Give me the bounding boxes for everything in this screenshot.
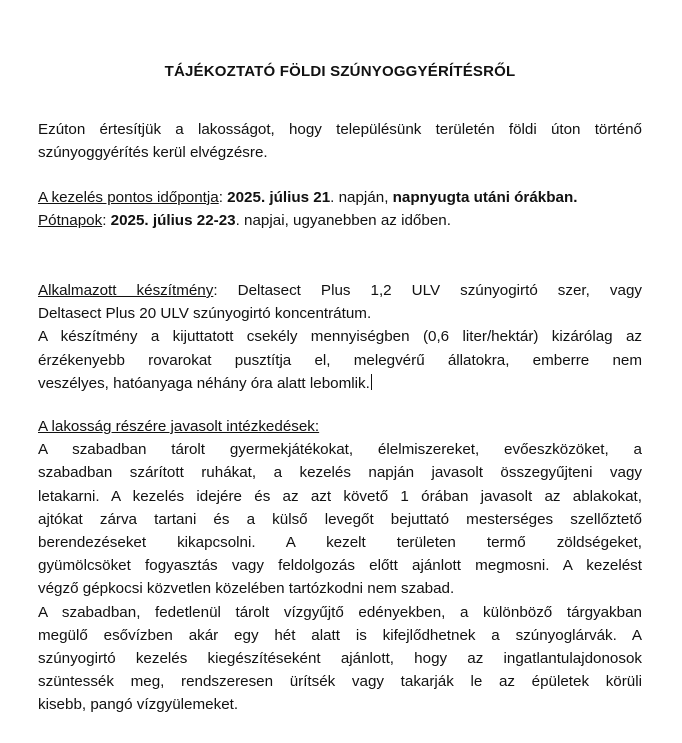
measures-line-12: kisebb, pangó vízgyülemeket. [38,696,239,714]
intro-line-2: szúnyoggyérítés kerül elvégzésre. [38,144,268,162]
product-line-2: Deltasect Plus 20 ULV szúnyogirtó koncentrátum. [38,305,372,323]
schedule-label-1: A kezelés pontos időpontja [38,189,219,206]
schedule-mid-2: . napjai, ugyanebben az időben. [235,212,451,230]
schedule-date-1: 2025. július 21 [227,189,331,206]
document-title: TÁJÉKOZTATÓ FÖLDI SZÚNYOGGYÉRÍTÉSRŐL [164,63,516,80]
measures-line-9: megülő esővízben akár egy hét alatt is kifejlődhetnek a szúnyoglárvák. A [38,626,642,644]
product-line-3: A készítmény a kijuttatott csekély mennyiségben (0,6 liter/hektár) kizárólag az [38,328,642,346]
measures-line-8: A szabadban, fedetlenül tárolt vízgyűjtő edényekben, a különböző tárgyakban [38,603,642,621]
measures-line-10: szúnyogirtó kezelés kiegészítéseként ajánlott, hogy az ingatlantulajdonosok [38,650,642,668]
schedule-sep-2: : [102,212,111,230]
schedule-sep-1: : [218,189,228,206]
schedule-time-1: napnyugta utáni órákban. [392,189,578,206]
measures-line-6: gyümölcsöket fogyasztás vagy feldolgozás előtt ajánlott megmosni. A kezelést [38,557,642,575]
product-line-5-text: veszélyes, hatóanyaga néhány óra alatt lebomlik. [38,374,370,392]
product-line-4: érzékenyebb rovarokat pusztítja el, melegvérű állatokra, emberre nem [38,351,642,369]
schedule-line-2 [38,209,642,232]
schedule-date-2: 2025. július 22-23 [110,212,236,230]
measures-line-11: szüntessék meg, rendszeresen ürítsék vagy takarják le az épületek körüli [38,673,642,691]
measures-line-5: berendezéseket kikapcsolni. A kezelt területen termő zöldségeket, [38,534,642,552]
schedule-paragraph [38,186,642,232]
text-cursor [371,374,372,390]
measures-line-1: A szabadban tárolt gyermekjátékokat, élelmiszereket, evőeszközöket, a [38,441,642,459]
product-line-1-rest: : Deltasect Plus 1,2 ULV szúnyogirtó szer, vagy [213,282,642,299]
measures-paragraph [38,415,642,717]
schedule-mid-1: . napján, [330,189,393,206]
product-line-1 [38,279,642,302]
measures-line-2: szabadban szárított ruhákat, a kezelés napján javasolt összegyűjteni vagy [38,464,642,482]
product-line-5 [38,372,642,395]
schedule-label-2: Pótnapok [38,212,103,230]
intro-line-1: Ezúton értesítjük a lakosságot, hogy településünk területén földi úton történő [38,121,642,138]
measures-line-7: végző gépkocsi közvetlen közelében tartózkodni nem szabad. [38,580,455,598]
measures-line-3: letakarni. A kezelés idejére és az azt követő 1 órában javasolt az ablakokat, [38,487,642,505]
product-label: Alkalmazott készítmény [38,282,214,299]
measures-heading: A lakosság részére javasolt intézkedések: [38,418,320,435]
intro-paragraph [38,118,642,164]
schedule-line-1 [38,186,642,209]
measures-line-4: ajtókat zárva tartani és a külső levegőt bejuttató mesterséges szellőztető [38,510,642,528]
product-paragraph [38,279,642,395]
